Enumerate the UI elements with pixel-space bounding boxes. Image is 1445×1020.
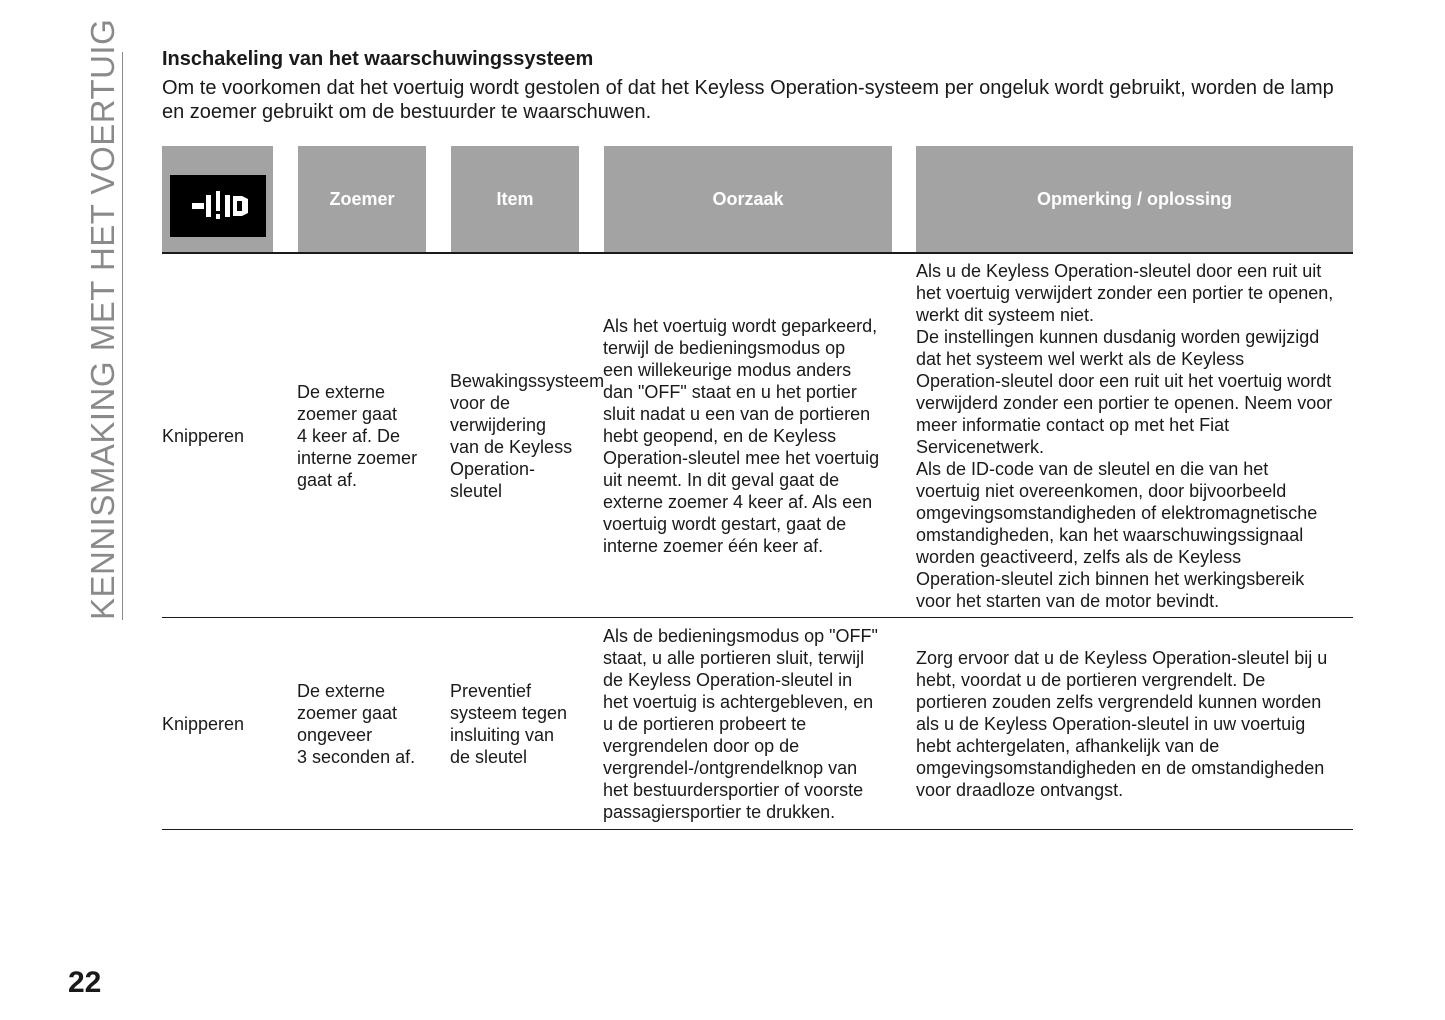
chapter-rule: [122, 52, 123, 620]
lamp-cell: Knipperen: [162, 714, 245, 734]
opmerking-cell: Als u de Keyless Operation-sleutel door een ruit uit het voertuig verwijdert zonder een portier te openen, werkt dit systeem niet. De instellingen kunnen dusdanig worden gewijzigd dat het systeem wel werkt als de Keyless Operation-sleutel door een ruit uit het voertuig wordt verwijderd zonder een portier te openen. Neem voor meer informatie contact op met het Fiat Servicenetwerk. Als de ID-code van de sleutel en die van het voertuig niet overeenkomen, door bijvoorbeeld omgevingsomstandigheden of elektromagnetische omstandigheden, kan het waarschuwingssignaal worden geactiveerd, zelfs als de Keyless Operation-sleutel zich binnen het werkingsbereik voor het starten van de motor bevindt.: [916, 261, 1334, 611]
row-divider: [162, 617, 1353, 618]
item-cell: Preventief systeem tegen insluiting van de sleutel: [450, 681, 568, 767]
header-cell-zoemer: Zoemer: [298, 146, 426, 252]
oorzaak-cell: Als de bedieningsmodus op "OFF" staat, u alle portieren sluit, terwijl de Keyless Operation-sleutel in het voertuig is achtergebleven, en u de portieren probeert te vergrendelen door op de vergrendel-/ontgrendelknop van het bestuurdersportier of voorste passagiersportier te drukken.: [603, 626, 878, 822]
row-divider: [162, 829, 1353, 830]
lamp-cell: Knipperen: [162, 426, 245, 446]
oorzaak-cell: Als het voertuig wordt geparkeerd, terwijl de bedieningsmodus op een willekeurige modus anders dan "OFF" staat en u het portier sluit nadat u een van de portieren hebt geopend, en de Keyless Operation-sleutel mee het voertuig uit neemt. In dit geval gaat de externe zoemer 4 keer af. Als een voertuig wordt gestart, gaat de interne zoemer één keer af.: [603, 316, 880, 556]
zoemer-cell: De externe zoemer gaat 4 keer af. De interne zoemer gaat af.: [297, 382, 418, 490]
intro-paragraph: Om te voorkomen dat het voertuig wordt gestolen of dat het Keyless Operation-systeem per ongeluk wordt gebruikt, worden de lamp en zoemer gebruikt om de bestuurder te waarschuwen.: [162, 77, 1334, 123]
zoemer-cell: De externe zoemer gaat ongeveer 3 seconden af.: [297, 681, 416, 767]
item-cell: Bewakingssysteem voor de verwijdering van de Keyless Operation- sleutel: [450, 371, 605, 501]
header-cell-item: Item: [451, 146, 579, 252]
header-cell-oorzaak: Oorzaak: [604, 146, 892, 252]
header-divider: [162, 252, 1353, 254]
header-cell-opmerking: Opmerking / oplossing: [916, 146, 1353, 252]
warning-light-icon: [170, 175, 266, 237]
chapter-title: KENNISMAKING MET HET VOERTUIG: [84, 18, 121, 620]
opmerking-cell: Zorg ervoor dat u de Keyless Operation-sleutel bij u hebt, voordat u de portieren vergrendelt. De portieren zouden zelfs vergrendeld kunnen worden als u de Keyless Operation-sleutel in uw voertuig hebt achtergelaten, afhankelijk van de omgevingsomstandigheden en de omstandigheden voor draadloze ontvangst.: [916, 648, 1328, 800]
section-heading: Inschakeling van het waarschuwingssysteem: [162, 48, 594, 70]
page-number: 22: [68, 966, 102, 999]
